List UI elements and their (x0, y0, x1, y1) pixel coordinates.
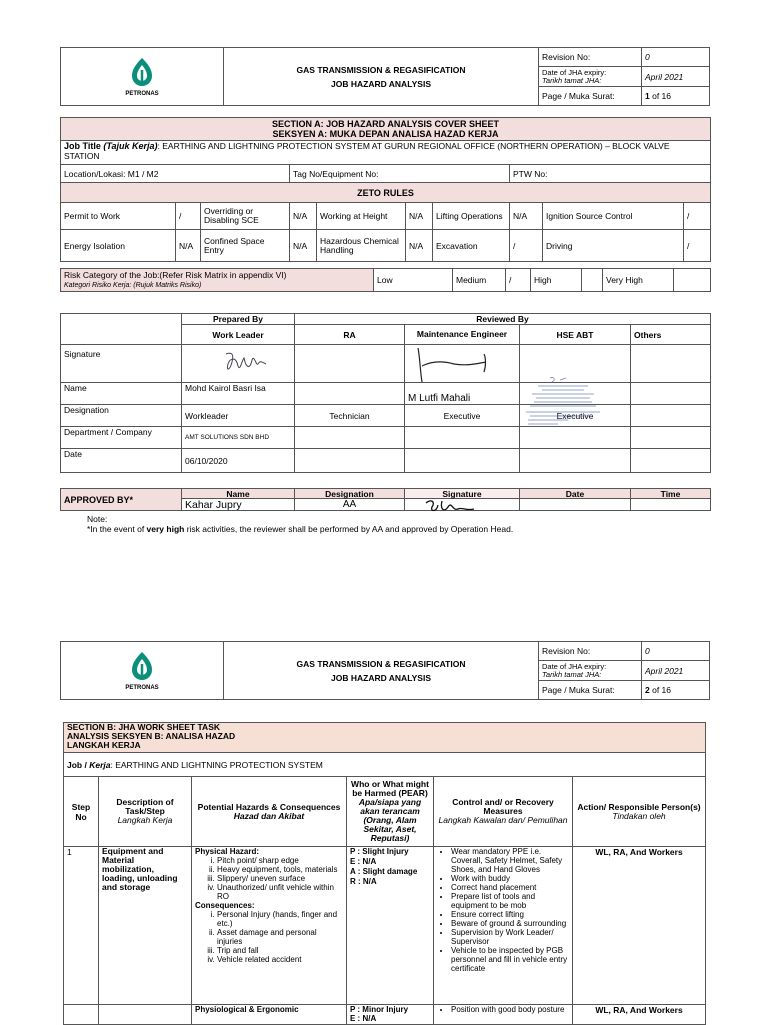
company-name: PETRONAS (125, 684, 159, 691)
note-text: *In the event of very high risk activities, the reviewer shall be performed by AA and approved by Operation Head. (87, 524, 514, 534)
risk-high: High (531, 269, 582, 292)
job-title: Job Title (Tajuk Kerja): EARTHING AND LIGHTNING PROTECTION SYSTEM AT GURUN REGIONAL OFFICE (NORTHERN OPERATION) – BLOCK VALVE STATION (61, 141, 711, 165)
expiry-value: April 2021 (642, 661, 710, 681)
ptw-no: PTW No: (510, 165, 711, 183)
risk-medium: Medium (453, 269, 506, 292)
step-no: 1 (64, 847, 99, 1005)
risk-medium-mark: / (506, 269, 531, 292)
pear-cell: P : Slight Injury E : N/A A : Slight damage R : N/A (347, 847, 434, 1005)
engineer-signature-mark (410, 344, 494, 386)
row-date: Date (61, 449, 182, 473)
action-cell: WL, RA, And Workers (573, 847, 706, 1005)
hazards-cell-2: Physiological & Ergonomic (192, 1005, 347, 1025)
task-desc: Equipment and Material mobilization, loading, unloading and storage (99, 847, 192, 1005)
section-b-job: Job / Kerja: EARTHING AND LIGHTNING PROTECTION SYSTEM (64, 753, 706, 777)
risk-very-high-mark (674, 269, 711, 292)
zeto-row-1: Permit to Work / Overriding or Disabling SCE N/A Working at Height N/A Lifting Operations N/A Ignition Source Control / (61, 203, 711, 230)
work-leader-signature-mark (222, 348, 270, 378)
revision-label: Revision No: (539, 642, 642, 661)
petronas-logo-2 (61, 642, 224, 700)
revision-label: Revision No: (539, 48, 642, 67)
doc-title: GAS TRANSMISSION & REGASIFICATION JOB HAZARD ANALYSIS (224, 642, 539, 700)
approved-col-name: Name (182, 489, 295, 499)
section-a-table (60, 117, 711, 262)
risk-category-row (60, 268, 711, 292)
engineer-designation: Executive (405, 405, 520, 427)
section-b-table (63, 722, 706, 1025)
work-leader-designation: Workleader (182, 405, 295, 427)
work-leader-name: Mohd Kairol Basri Isa (182, 383, 295, 405)
approved-signature-mark (422, 497, 482, 519)
section-a-title: SECTION A: JOB HAZARD ANALYSIS COVER SHEET SEKSYEN A: MUKA DEPAN ANALISA HAZAD KERJA (61, 118, 711, 141)
task-row-2 (64, 1005, 706, 1025)
risk-label: Risk Category of the Job:(Refer Risk Matrix in appendix VI) Kategori Risiko Kerja: (Rujuk Matriks Risiko) (61, 269, 374, 292)
row-signature: Signature (61, 345, 182, 383)
page1-header (60, 47, 710, 106)
reviewed-by-heading: Reviewed By (295, 314, 711, 325)
page-label: Page / Muka Surat: (539, 87, 642, 106)
approved-col-signature: Signature (405, 489, 520, 499)
company-name: PETRONAS (125, 90, 159, 97)
controls-cell: • Wear mandatory PPE i.e. Coverall, Safety Helmet, Safety Shoes, and Hand Gloves • Work with buddy • Correct hand placement • Prepare list of tools and equipment to be mob • Ensure correct lifting • Beware of ground & surrounding • Supervision by Work Leader/ Supervisor • Vehicle to be inspected by PGB personnel and fill in vehicle entry certificate (434, 847, 573, 1005)
engineer-name: M Lutfi Mahali (405, 383, 520, 405)
page-label: Page / Muka Surat: (539, 681, 642, 700)
pear-cell-2: P : Minor Injury E : N/A (347, 1005, 434, 1025)
hazards-cell: Physical Hazard: i. Pitch point/ sharp edge ii. Heavy equipment, tools, materials iii. Slippery/ uneven surface iv. Unauthorized/ unfit vehicle within RO Consequences: i. Personal Injury (hands, finger and etc.) ii. Asset damage and personal injuries iii. Trip and fall iv. Vehicle related accident (192, 847, 347, 1005)
ra-designation: Technician (295, 405, 405, 427)
row-name: Name (61, 383, 182, 405)
zeto-row-2: Energy Isolation N/A Confined Space Entry N/A Hazardous Chemical Handling N/A Excavation / Driving / (61, 230, 711, 262)
revision-value: 0 (642, 642, 710, 661)
risk-low: Low (374, 269, 453, 292)
tag-no: Tag No/Equipment No: (290, 165, 510, 183)
location: Location/Lokasi: M1 / M2 (61, 165, 290, 183)
petronas-logo-icon (129, 57, 155, 87)
note-label: Note: (87, 514, 108, 524)
signoff-table (60, 313, 711, 473)
risk-very-high: Very High (603, 269, 674, 292)
page-number: 2 of 16 (642, 681, 710, 700)
row-company: Department / Company (61, 427, 182, 449)
doc-title: GAS TRANSMISSION & REGASIFICATION JOB HAZARD ANALYSIS (224, 48, 539, 106)
prepared-by-heading: Prepared By (182, 314, 295, 325)
page2-header (60, 641, 710, 700)
zeto-title: ZETO RULES (61, 183, 711, 203)
approved-name: Kahar Jupry (182, 499, 295, 511)
approved-col-time: Time (631, 489, 711, 499)
expiry-value: April 2021 (642, 67, 710, 87)
approved-col-date: Date (520, 489, 631, 499)
section-b-title: SECTION B: JHA WORK SHEET TASK ANALYSIS SEKSYEN B: ANALISA HAZAD LANGKAH KERJA (64, 723, 706, 753)
approved-col-designation: Designation (295, 489, 405, 499)
work-leader-company: AMT SOLUTIONS SDN BHD (182, 427, 295, 449)
risk-high-mark (582, 269, 603, 292)
approved-label: APPROVED BY* (61, 489, 182, 511)
signoff-columns: Work Leader RA Maintenance Engineer HSE ABT Others (61, 325, 711, 345)
hse-designation: Executive (520, 405, 631, 427)
row-designation: Designation (61, 405, 182, 427)
expiry-label: Date of JHA expiry: Tarikh tamat JHA: (539, 67, 642, 87)
task-row-1 (64, 847, 706, 1005)
revision-value: 0 (642, 48, 710, 67)
work-leader-date: 06/10/2020 (182, 449, 295, 473)
page-number: 1 of 16 (642, 87, 710, 106)
approved-designation: AA (295, 499, 405, 511)
petronas-logo (61, 48, 224, 106)
section-b-columns: Step No Description of Task/Step Langkah Kerja Potential Hazards & Consequences Hazad dan Akibat Who or What might be Harmed (PEAR) Apa/siapa yang akan terancam (Orang, Alam Sekitar, Aset, Reputasi) Control and/ or Recovery Measures Langkah Kawalan dan/ Pemulihan Action/ Responsible Person(s) Tindakan oleh (64, 777, 706, 847)
petronas-logo-icon (129, 651, 155, 681)
action-cell-2: WL, RA, And Workers (573, 1005, 706, 1025)
expiry-label: Date of JHA expiry: Tarikh tamat JHA: (539, 661, 642, 681)
hse-stamp-mark (520, 374, 606, 430)
approved-table (60, 488, 711, 511)
controls-cell-2: • Position with good body posture (434, 1005, 573, 1025)
